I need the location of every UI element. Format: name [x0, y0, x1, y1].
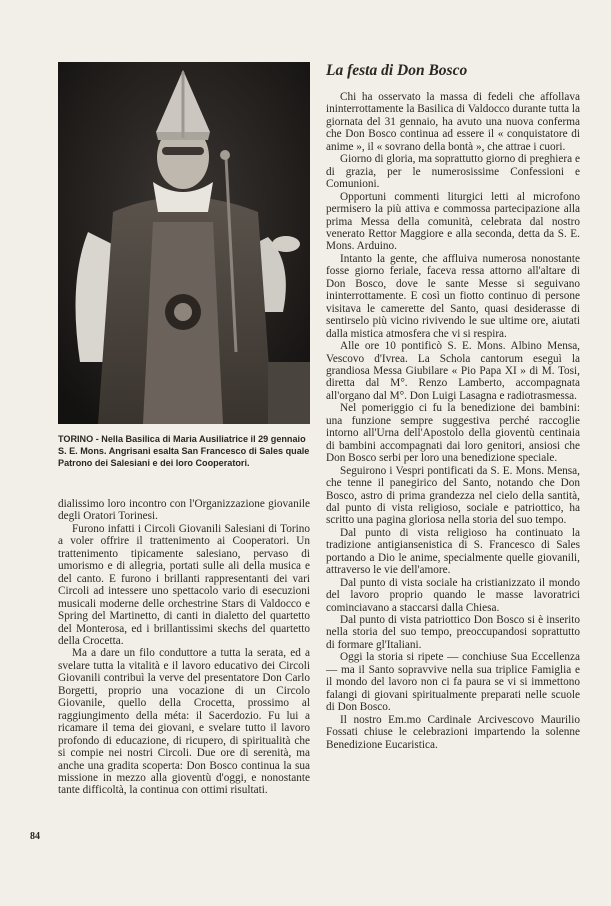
paragraph: Nel pomeriggio ci fu la benedizione dei bambini: una funzione sempre suggestiva perché raccoglie intorno all'Urna dell'Apostolo della gioventù centinaia di bambini accompagnati dai loro genitori, ansiosi che Don Bosco serbi per loro una benedizione speciale. [326, 402, 580, 465]
left-column [58, 498, 310, 797]
paragraph: Oggi la storia si ripete — conchiuse Sua Eccellenza — ma il Santo sopravvive nella sua triplice Famiglia e il mondo del lavoro non ci fa paura se vi si immettono falangi di giovani spiritualmente preparati nelle scuole di Don Bosco. [326, 651, 580, 714]
bishop-photo-illustration [58, 62, 310, 424]
paragraph: Dal punto di vista sociale ha cristianizzato il mondo del lavoro proprio quando le masse lavoratrici cominciavano a staccarsi dalla Chiesa. [326, 576, 580, 614]
paragraph: Dal punto di vista patriottico Don Bosco si è inserito nella storia del suo tempo, preoccupandosi soprattutto di formare gl'Italiani. [326, 614, 580, 651]
paragraph: Alle ore 10 pontificò S. E. Mons. Albino Mensa, Vescovo d'Ivrea. La Schola cantorum eseguì la grandiosa Messa Giubilare « Pio Papa XI » di M. Tosi, diretta dal M°. Renzo Lamberto, accompagnata all'organo dal M°. Don Luigi Lasagna e radiotrasmessa. [326, 340, 580, 402]
paragraph: Il nostro Em.mo Cardinale Arcivescovo Maurilio Fossati chiuse le celebrazioni impartendo la solenne Benedizione Eucaristica. [326, 713, 580, 751]
paragraph: Ma a dare un filo conduttore a tutta la serata, ed a svelare tutta la vitalità e il lavoro educativo dei Circoli Giovanili contribuì la verve del presentatore Don Carlo Borgetti, proprio una vocazione di un Circolo Giovanile, quello della Crocetta, prossimo al raggiungimento della méta: il Sacerdozio. Fu lui a ricamare il tema dei giovani, e svelare tutto il lavoro profondo di educazione, di ricupero, di spiritualità che si compie nei nostri Circoli. Due ore di serenità, ma anche una gradita scoperta: Don Bosco continua la sua missione in mezzo alla gioventù d'oggi, e nonostante tante difficoltà, la continua con ottimi risultati. [58, 647, 310, 797]
article-title: La festa di Don Bosco [326, 62, 468, 79]
paragraph: dialissimo loro incontro con l'Organizzazione giovanile degli Oratori Torinesi. [58, 498, 310, 523]
paragraph: Furono infatti i Circoli Giovanili Salesiani di Torino a voler offrire il trattenimento ai Cooperatori. Un trattenimento tipicamente salesiano, pervaso di umorismo e di allegria, portati sulle ali della musica e del canto. E furono i brillanti rappresentanti dei vari Circoli ad intessere uno spettacolo vario di esecuzioni musicali moderne delle orchestrine Stars di Valdocco e Spring del Martinetto, di canti in dialetto del quartetto del Monterosa, ed i brillantissimi skechs del quartetto della Crocetta. [58, 522, 310, 647]
page-number: 84 [30, 831, 40, 842]
paragraph: Intanto la gente, che affluiva numerosa nonostante fosse giorno feriale, faceva ressa attorno all'altare di Don Bosco, dove le sante Messe si seguivano ininterrottamente. E così un fiotto continuo di persone visitava le camerette del Santo, quasi desiderasse di sentirselo più vicino rivivendo le sue ultime ore, aiutati dalla mistica atmosfera che vi si respira. [326, 252, 580, 340]
paragraph: Giorno di gloria, ma soprattutto giorno di preghiera e di grazia, per le numerosissime Confessioni e Comunioni. [326, 153, 580, 191]
paragraph: Dal punto di vista religioso ha continuato la tradizione antigiansenistica di S. Francesco di Sales portando a Dio le anime, specialmente quelle giovanili, attraverso le vie dell'amore. [326, 526, 580, 577]
right-column [326, 91, 580, 751]
photo-caption: TORINO - Nella Basilica di Maria Ausiliatrice il 29 gennaio S. E. Mons. Angrisani esalta San Francesco di Sales quale Patrono dei Salesiani e dei loro Cooperatori. [58, 434, 310, 468]
paragraph: Chi ha osservato la massa di fedeli che affollava ininterrottamente la Basilica di Valdocco durante tutta la giornata del 31 gennaio, ha avuto una nuova conferma che Don Bosco continua ad essere il « conquistatore di anime », il « sovrano della bontà », che attrae i cuori. [326, 91, 580, 153]
paragraph: Seguirono i Vespri pontificati da S. E. Mons. Mensa, che tenne il panegirico del Santo, notando che Don Bosco, astro di prima grandezza nel cielo della santità, dal punto di vista religioso, sociale e patriottico, ha scritto una pagina gloriosa nella storia del suo tempo. [326, 464, 580, 527]
bishop-photograph [58, 62, 310, 424]
paragraph: Opportuni commenti liturgici letti al microfono permisero la più attiva e commossa partecipazione alla prima Messa della comunità, celebrata dal nostro venerato Rettor Maggiore e alla seconda, detta da S. E. Mons. Arduino. [326, 190, 580, 253]
